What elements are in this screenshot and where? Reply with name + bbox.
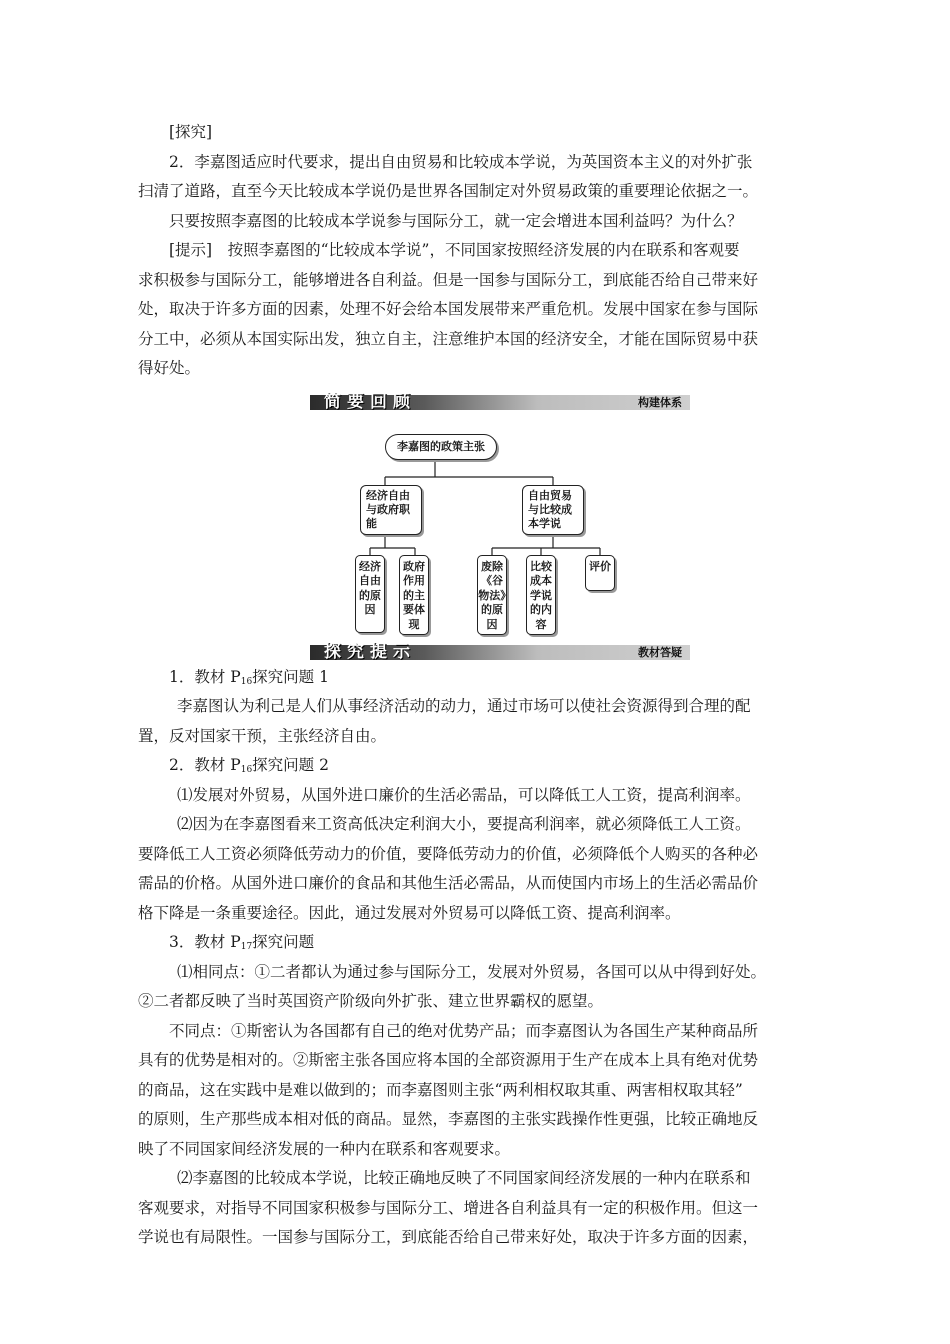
answer-3-line: 的商品，这在实践中是难以做到的；而李嘉图则主张“两利相权取其重、两害相权取其轻” bbox=[138, 1080, 743, 1099]
concept-diagram bbox=[310, 417, 690, 639]
answer-2-title: 2．教材 $P_{16}$探究问题 2 bbox=[169, 756, 329, 775]
document-page bbox=[138, 118, 821, 1253]
answer-3-line: 不同点：①斯密认为各国都有自己的绝对优势产品；而李嘉图认为各国生产某种商品所 bbox=[169, 1021, 759, 1040]
hint-line: 求积极参与国际分工，能够增进各自利益。但是一国参与国际分工，到底能否给自己带来好 bbox=[138, 270, 759, 289]
diagram-leaf: 评价 bbox=[585, 555, 615, 591]
question-2-ask: 只要按照李嘉图的比较成本学说参与国际分工，就一定会增进本国利益吗？为什么？ bbox=[169, 211, 743, 230]
diagram-leaf: 废除《谷物法》的原因 bbox=[477, 555, 507, 635]
answer-3-line: 的原则，生产那些成本相对低的商品。显然，李嘉图的主张实践操作性更强，比较正确地反 bbox=[138, 1110, 759, 1128]
answer-3-line: ⑵李嘉图的比较成本学说，比较正确地反映了不同国家间经济发展的一种内在联系和 bbox=[177, 1169, 751, 1187]
banner-title: 简要回顾 bbox=[324, 391, 416, 412]
answer-1-title: 1．教材 $P_{16}$探究问题 1 bbox=[169, 667, 329, 687]
review-banner bbox=[310, 391, 690, 413]
answer-1-line: 李嘉图认为利己是人们从事经济活动的动力，通过市场可以使社会资源得到合理的配 bbox=[177, 697, 751, 715]
answer-2-line: ⑵因为在李嘉图看来工资高低决定利润大小，要提高利润率，就必须降低工人工资。 bbox=[177, 815, 751, 833]
answer-2-line: 要降低工人工资必须降低劳动力的价值，要降低劳动力的价值，必须降低个人购买的各种必 bbox=[138, 844, 759, 863]
diagram-root: 李嘉图的政策主张 bbox=[385, 434, 497, 460]
hint-line: 处，取决于许多方面的因素，处理不好会给本国发展带来严重危机。发展中国家在参与国际 bbox=[138, 300, 759, 318]
diagram-leaf: 比较成本学说的内容 bbox=[526, 555, 556, 635]
diagram-node-left: 经济自由与政府职能 bbox=[360, 485, 422, 535]
answer-2-line: 需品的价格。从国外进口廉价的食品和其他生活必需品，从而使国内市场上的生活必需品价 bbox=[138, 874, 759, 892]
answer-3-line: 具有的优势是相对的。②斯密主张各国应将本国的全部资源用于生产在成本上具有绝对优势 bbox=[138, 1051, 759, 1069]
question-2-line: 2．李嘉图适应时代要求，提出自由贸易和比较成本学说，为英国资本主义的对外扩张 bbox=[169, 152, 753, 171]
hint-line: 得好处。 bbox=[138, 359, 201, 377]
answer-3-line: 客观要求，对指导不同国家积极参与国际分工、增进各自利益具有一定的积极作用。但这一 bbox=[138, 1198, 759, 1217]
banner-title: 探究提示 bbox=[324, 641, 416, 662]
banner-subtitle: 教材答疑 bbox=[638, 645, 682, 659]
hint-banner bbox=[310, 641, 690, 663]
hint-line: 分工中，必须从本国实际出发，独立自主，注意维护本国的经济安全，才能在国际贸易中获 bbox=[138, 329, 759, 348]
diagram-leaf: 政府作用的主要体现 bbox=[399, 555, 429, 635]
answer-2-line: 格下降是一条重要途径。因此，通过发展对外贸易可以降低工资、提高利润率。 bbox=[138, 903, 681, 922]
explore-tag: [探究] bbox=[169, 123, 213, 141]
diagram-leaf: 经济自由的原因 bbox=[355, 555, 385, 633]
question-2-line: 扫清了道路，直至今天比较成本学说仍是世界各国制定对外贸易政策的重要理论依据之一。 bbox=[138, 182, 759, 200]
hint-line: [提示] 按照李嘉图的“比较成本学说”，不同国家按照经济发展的内在联系和客观要 bbox=[169, 241, 740, 259]
answer-3-line: ⑴相同点：①二者都认为通过参与国际分工，发展对外贸易，各国可以从中得到好处。 bbox=[177, 962, 767, 981]
answer-3-line: ②二者都反映了当时英国资产阶级向外扩张、建立世界霸权的愿望。 bbox=[138, 992, 604, 1010]
answer-3-line: 映了不同国家间经济发展的一种内在联系和客观要求。 bbox=[138, 1139, 511, 1158]
answer-1-line: 置，反对国家干预，主张经济自由。 bbox=[138, 726, 387, 745]
answer-3-line: 学说也有局限性。一国参与国际分工，到底能否给自己带来好处，取决于许多方面的因素， bbox=[138, 1228, 759, 1246]
answer-2-line: ⑴发展对外贸易，从国外进口廉价的生活必需品，可以降低工人工资，提高利润率。 bbox=[177, 785, 751, 804]
diagram-node-right: 自由贸易与比较成本学说 bbox=[522, 485, 584, 535]
banner-subtitle: 构建体系 bbox=[638, 395, 682, 409]
answer-3-title: 3．教材 $P_{17}$探究问题 bbox=[169, 933, 315, 952]
